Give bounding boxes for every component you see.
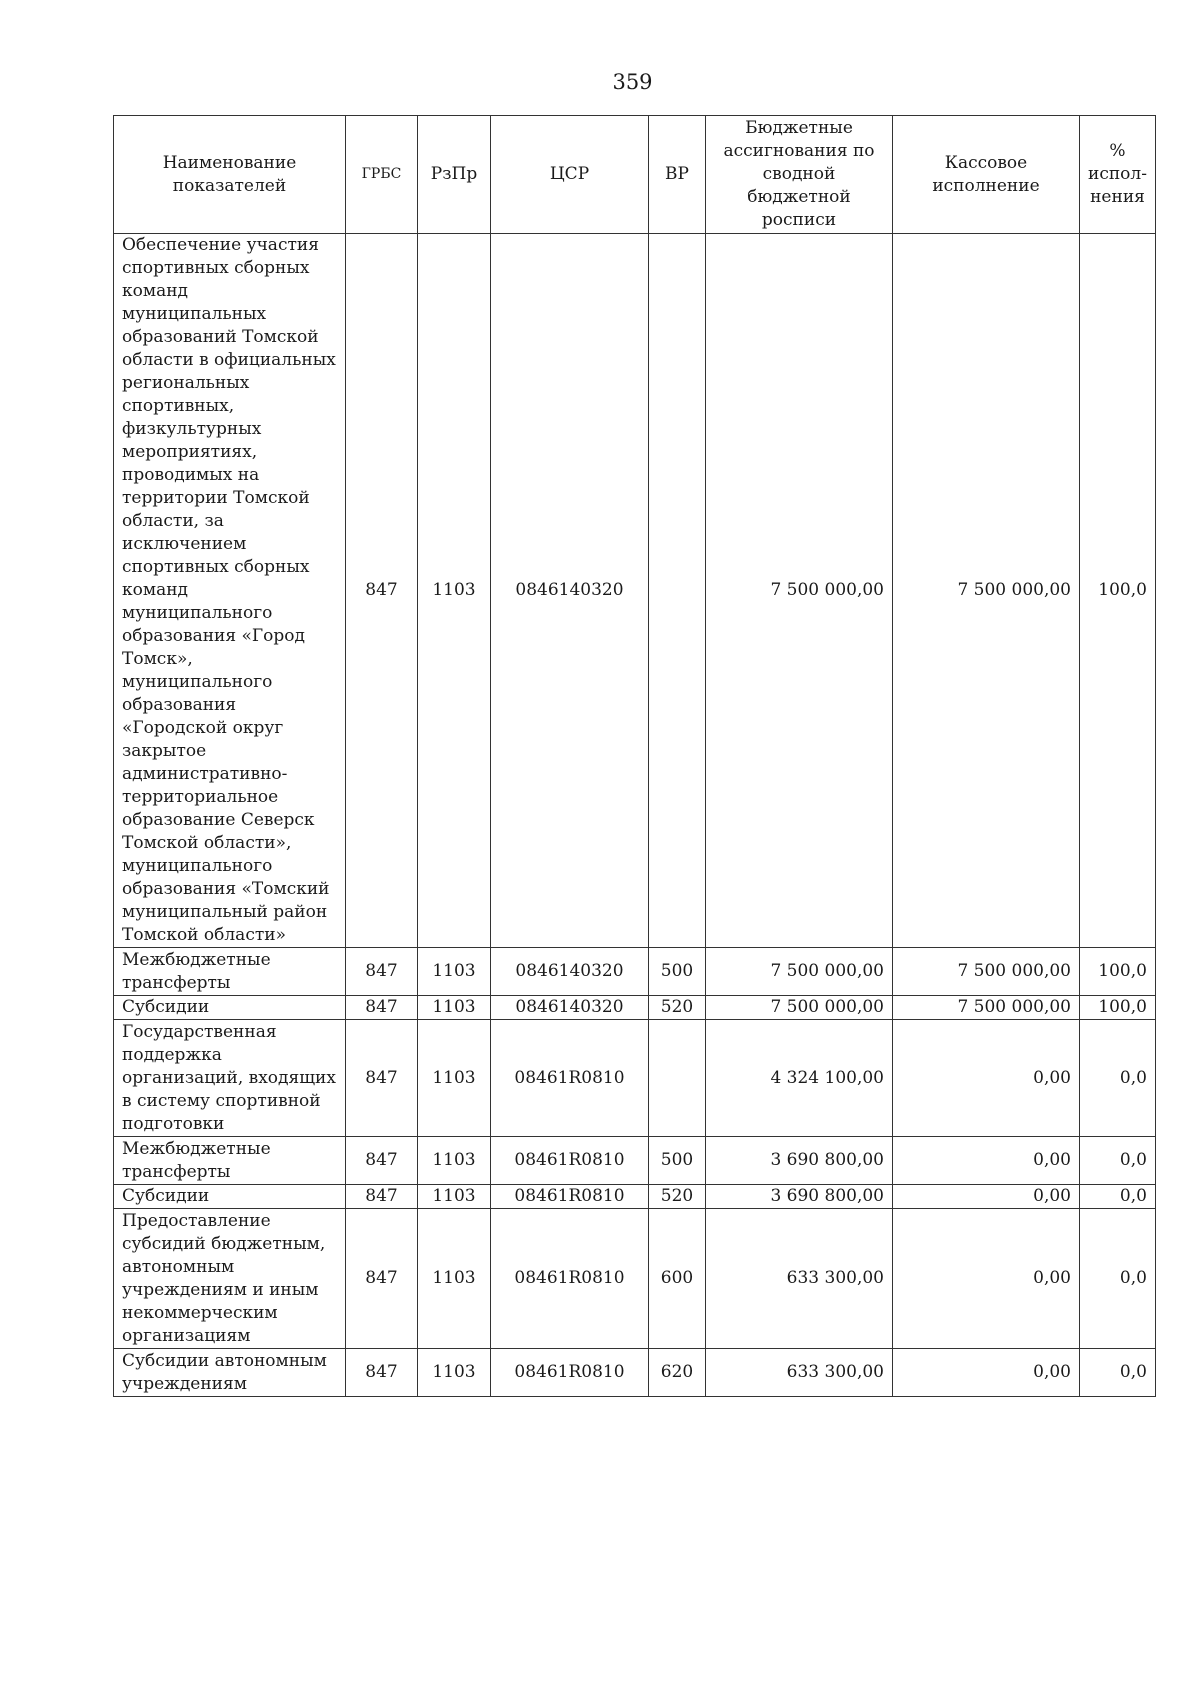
cell-csr: 0846140320 xyxy=(491,948,649,996)
cell-assignations: 7 500 000,00 xyxy=(706,234,893,948)
cell-vr: 520 xyxy=(649,1185,706,1209)
header-row xyxy=(114,116,1156,234)
cell-csr: 08461R0810 xyxy=(491,1137,649,1185)
cell-csr: 08461R0810 xyxy=(491,1209,649,1349)
cell-assignations: 633 300,00 xyxy=(706,1209,893,1349)
cell-assignations: 7 500 000,00 xyxy=(706,996,893,1020)
cell-pct: 0,0 xyxy=(1080,1209,1156,1349)
header-csr: ЦСР xyxy=(491,116,649,234)
cell-cash: 0,00 xyxy=(893,1020,1080,1137)
cell-assignations: 3 690 800,00 xyxy=(706,1185,893,1209)
cell-cash: 7 500 000,00 xyxy=(893,996,1080,1020)
cell-vr: 520 xyxy=(649,996,706,1020)
cell-vr: 500 xyxy=(649,948,706,996)
cell-csr: 08461R0810 xyxy=(491,1020,649,1137)
header-name: Наименование показателей xyxy=(114,116,346,234)
cell-grbs: 847 xyxy=(346,234,418,948)
table-row xyxy=(114,1209,1156,1349)
cell-vr: 600 xyxy=(649,1209,706,1349)
budget-table xyxy=(113,115,1156,1397)
table-row xyxy=(114,1020,1156,1137)
header-cash: Кассовое исполнение xyxy=(893,116,1080,234)
cell-name: Межбюджетные трансферты xyxy=(114,948,346,996)
table-body xyxy=(114,234,1156,1397)
cell-cash: 7 500 000,00 xyxy=(893,948,1080,996)
cell-cash: 0,00 xyxy=(893,1185,1080,1209)
cell-grbs: 847 xyxy=(346,948,418,996)
cell-pct: 0,0 xyxy=(1080,1349,1156,1397)
header-pct: % испол-нения xyxy=(1080,116,1156,234)
table-row xyxy=(114,1349,1156,1397)
cell-vr: 620 xyxy=(649,1349,706,1397)
header-rzpr: РзПр xyxy=(418,116,491,234)
cell-cash: 0,00 xyxy=(893,1349,1080,1397)
cell-name: Государственная поддержка организаций, входящих в систему спортивной подготовки xyxy=(114,1020,346,1137)
cell-rzpr: 1103 xyxy=(418,996,491,1020)
table-row xyxy=(114,996,1156,1020)
cell-rzpr: 1103 xyxy=(418,1349,491,1397)
cell-rzpr: 1103 xyxy=(418,234,491,948)
cell-vr: 500 xyxy=(649,1137,706,1185)
cell-grbs: 847 xyxy=(346,1137,418,1185)
header-grbs: ГРБС xyxy=(346,116,418,234)
cell-assignations: 633 300,00 xyxy=(706,1349,893,1397)
header-vr: ВР xyxy=(649,116,706,234)
cell-grbs: 847 xyxy=(346,996,418,1020)
cell-assignations: 3 690 800,00 xyxy=(706,1137,893,1185)
cell-csr: 08461R0810 xyxy=(491,1185,649,1209)
cell-pct: 0,0 xyxy=(1080,1137,1156,1185)
cell-grbs: 847 xyxy=(346,1209,418,1349)
cell-name: Обеспечение участия спортивных сборных команд муниципальных образований Томской области в официальных региональных спортивных, физкультурных мероприятиях, проводимых на территории Томской области, за исключением спортивных сборных команд муниципального образования «Город Томск», муниципального образования «Городской округ закрытое административно-территориальное образование Северск Томской области», муниципального образования «Томский муниципальный район Томской области» xyxy=(114,234,346,948)
cell-name: Субсидии автономным учреждениям xyxy=(114,1349,346,1397)
cell-name: Предоставление субсидий бюджетным, автономным учреждениям и иным некоммерческим организациям xyxy=(114,1209,346,1349)
cell-assignations: 4 324 100,00 xyxy=(706,1020,893,1137)
header-assignations: Бюджетные ассигнования по сводной бюджетной росписи xyxy=(706,116,893,234)
cell-vr xyxy=(649,234,706,948)
cell-assignations: 7 500 000,00 xyxy=(706,948,893,996)
cell-pct: 100,0 xyxy=(1080,948,1156,996)
table-row xyxy=(114,234,1156,948)
cell-pct: 0,0 xyxy=(1080,1185,1156,1209)
table-row xyxy=(114,948,1156,996)
cell-name: Субсидии xyxy=(114,996,346,1020)
cell-rzpr: 1103 xyxy=(418,1185,491,1209)
cell-csr: 0846140320 xyxy=(491,996,649,1020)
cell-rzpr: 1103 xyxy=(418,1020,491,1137)
cell-vr xyxy=(649,1020,706,1137)
cell-grbs: 847 xyxy=(346,1349,418,1397)
cell-pct: 0,0 xyxy=(1080,1020,1156,1137)
table-row xyxy=(114,1137,1156,1185)
cell-grbs: 847 xyxy=(346,1020,418,1137)
cell-rzpr: 1103 xyxy=(418,1209,491,1349)
cell-csr: 08461R0810 xyxy=(491,1349,649,1397)
cell-cash: 0,00 xyxy=(893,1209,1080,1349)
cell-grbs: 847 xyxy=(346,1185,418,1209)
cell-csr: 0846140320 xyxy=(491,234,649,948)
table-row xyxy=(114,1185,1156,1209)
cell-rzpr: 1103 xyxy=(418,948,491,996)
cell-pct: 100,0 xyxy=(1080,234,1156,948)
cell-rzpr: 1103 xyxy=(418,1137,491,1185)
cell-name: Межбюджетные трансферты xyxy=(114,1137,346,1185)
page-number: 359 xyxy=(612,70,653,94)
cell-name: Субсидии xyxy=(114,1185,346,1209)
cell-cash: 0,00 xyxy=(893,1137,1080,1185)
cell-cash: 7 500 000,00 xyxy=(893,234,1080,948)
cell-pct: 100,0 xyxy=(1080,996,1156,1020)
